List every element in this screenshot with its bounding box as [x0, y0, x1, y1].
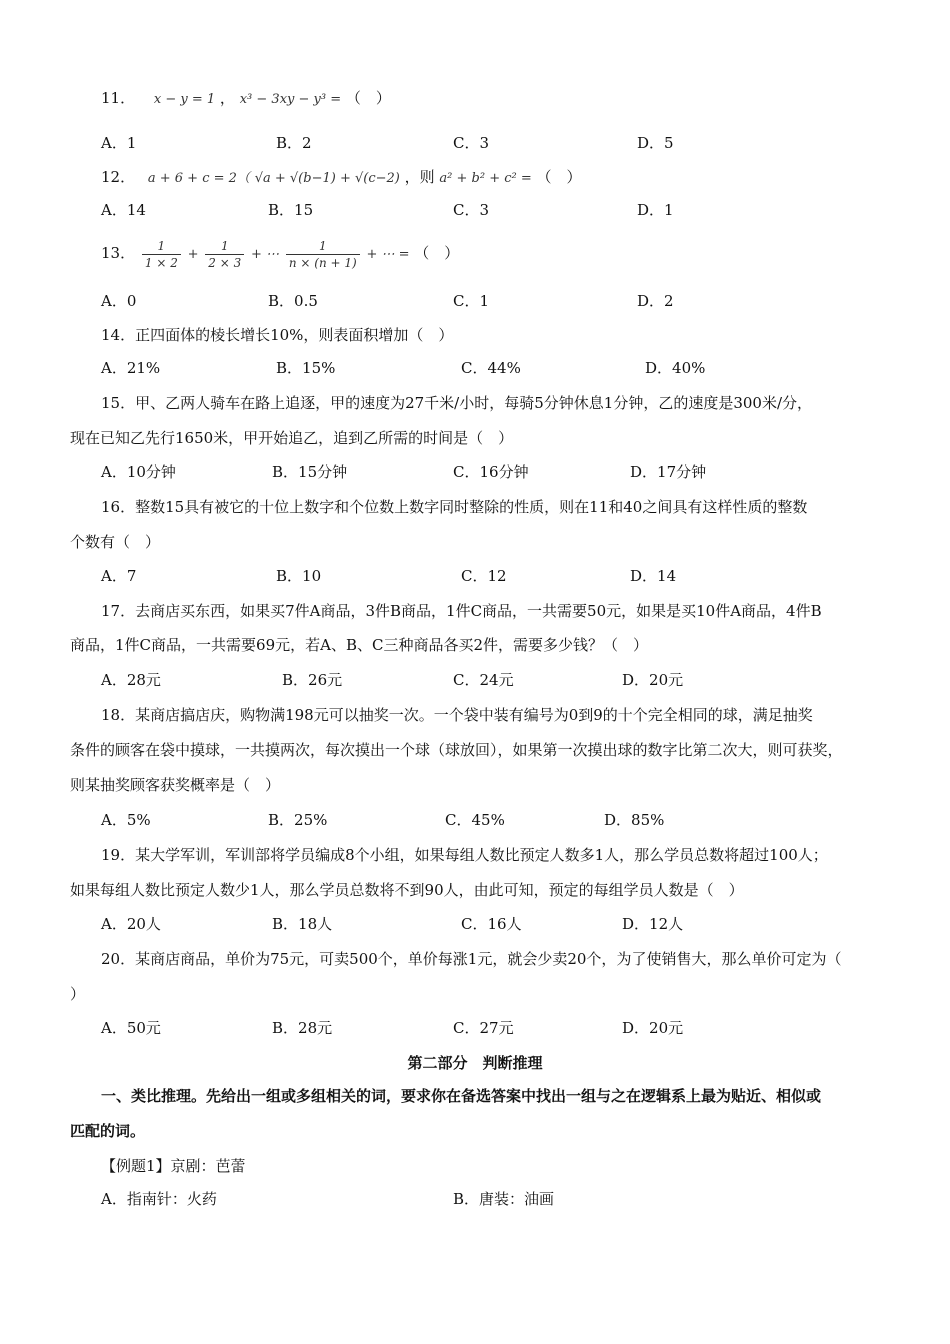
- option-a: A．5%: [101, 811, 151, 829]
- expression: x³ − 3xy − y³ =: [239, 92, 342, 107]
- section-intro-line-1: 一、类比推理。先给出一组或多组相关的词，要求你在备选答案中找出一组与之在逻辑系上最为贴近、相似或: [101, 1087, 822, 1105]
- fraction-denominator: 2 × 3: [208, 255, 242, 270]
- fraction-denominator: 1 × 2: [144, 255, 178, 270]
- option-b: B．15%: [276, 359, 336, 377]
- ellipsis: + ⋯: [251, 247, 280, 262]
- option-b: B．25%: [268, 811, 328, 829]
- option-a: A．0: [101, 292, 137, 310]
- answer-blank: （ ）: [414, 244, 460, 262]
- option-c: C．3: [453, 201, 490, 219]
- fraction-numerator: 1: [286, 238, 360, 255]
- question-17-line-2: 商品，1件C商品，一共需要69元，若A、B、C三种商品各买2件，需要多少钱？（ ）: [70, 636, 648, 654]
- option-a: A．7: [101, 567, 137, 585]
- question-11: [101, 88, 391, 110]
- answer-blank: （ ）: [536, 168, 582, 186]
- option-d: D．2: [637, 292, 674, 310]
- question-16-line-2: 个数有（ ）: [70, 533, 161, 551]
- section-heading: 第二部分 判断推理: [407, 1054, 543, 1072]
- question-18-line-1: 18．某商店搞店庆，购物满198元可以抽奖一次。一个袋中装有编号为0到9的十个完全相同的球，满足抽奖: [101, 706, 813, 724]
- option-c: C．27元: [453, 1019, 514, 1037]
- question-20-line-2: ）: [70, 985, 86, 1003]
- example-option-a: A．指南针：火药: [101, 1190, 217, 1208]
- answer-blank: （ ）: [345, 89, 391, 107]
- question-18-line-3: 则某抽奖顾客获奖概率是（ ）: [70, 776, 281, 794]
- option-a: A．21%: [101, 359, 161, 377]
- option-c: C．24元: [453, 671, 514, 689]
- ellipsis-equals: + ⋯ =: [366, 247, 410, 262]
- option-d: D．85%: [604, 811, 665, 829]
- option-d: D．20元: [622, 671, 684, 689]
- option-a: A．1: [101, 134, 137, 152]
- connector-text: ，则: [404, 168, 435, 186]
- option-d: D．1: [637, 201, 674, 219]
- question-19-line-1: 19．某大学军训，军训部将学员编成8个小组，如果每组人数比预定人数多1人，那么学员总数将超过100人；: [101, 846, 828, 864]
- option-c: C．12: [461, 567, 507, 585]
- question-14: 14．正四面体的棱长增长10%，则表面积增加（ ）: [101, 326, 454, 344]
- question-20-line-1: 20．某商店商品，单价为75元，可卖500个，单价每涨1元，就会少卖20个，为了使销售大，那么单价可定为（: [101, 950, 842, 968]
- option-c: C．44%: [461, 359, 521, 377]
- option-b: B．15分钟: [272, 463, 348, 481]
- question-number: 13．: [101, 244, 136, 262]
- expression: a² + b² + c² =: [439, 171, 532, 186]
- option-b: B．2: [276, 134, 312, 152]
- option-c: C．3: [453, 134, 490, 152]
- fraction-3: [286, 238, 360, 271]
- option-c: C．16分钟: [453, 463, 529, 481]
- option-d: D．14: [630, 567, 677, 585]
- question-16-line-1: 16．整数15具有被它的十位上数字和个位数上数字同时整除的性质，则在11和40之间具有这样性质的整数: [101, 498, 808, 516]
- separator: ，: [219, 89, 235, 107]
- fraction-1: [142, 238, 181, 271]
- option-d: D．40%: [645, 359, 706, 377]
- example-option-b: B．唐装：油画: [453, 1190, 555, 1208]
- option-d: D．17分钟: [630, 463, 707, 481]
- option-a: A．10分钟: [101, 463, 176, 481]
- option-c: C．45%: [445, 811, 505, 829]
- question-19-line-2: 如果每组人数比预定人数少1人，那么学员总数将不到90人，由此可知，预定的每组学员人数是（ ）: [70, 881, 744, 899]
- question-number: 12．: [101, 168, 136, 186]
- option-c: C．1: [453, 292, 490, 310]
- option-a: A．28元: [101, 671, 161, 689]
- fraction-denominator: n × (n + 1): [288, 255, 357, 270]
- condition: a + 6 + c = 2（: [147, 171, 250, 186]
- section-intro-line-2: 匹配的词。: [70, 1122, 146, 1140]
- question-15-line-1: 15．甲、乙两人骑车在路上追逐，甲的速度为27千米/小时，每骑5分钟休息1分钟，乙的速度是300米/分，: [101, 394, 813, 412]
- option-b: B．26元: [282, 671, 343, 689]
- question-17-line-1: 17．去商店买东西，如果买7件A商品，3件B商品，1件C商品，一共需要50元，如果是买10件A商品，4件B: [101, 602, 822, 620]
- condition: x − y = 1: [153, 92, 216, 107]
- option-b: B．0.5: [268, 292, 318, 310]
- roots-expression: √a + √(b−1) + √(c−2): [254, 171, 400, 186]
- option-d: D．12人: [622, 915, 684, 933]
- fraction-numerator: 1: [205, 238, 244, 255]
- option-a: A．20人: [101, 915, 161, 933]
- fraction-numerator: 1: [142, 238, 181, 255]
- example-title: 【例题1】京剧：芭蕾: [101, 1157, 246, 1175]
- option-d: D．20元: [622, 1019, 684, 1037]
- option-c: C．16人: [461, 915, 522, 933]
- question-12: [101, 167, 582, 189]
- option-d: D．5: [637, 134, 674, 152]
- question-number: 11．: [101, 89, 136, 107]
- option-a: A．50元: [101, 1019, 161, 1037]
- option-b: B．28元: [272, 1019, 333, 1037]
- fraction-2: [205, 238, 244, 271]
- question-13: [101, 234, 459, 274]
- plus-sign: +: [187, 247, 199, 262]
- option-b: B．10: [276, 567, 322, 585]
- option-a: A．14: [101, 201, 146, 219]
- option-b: B．15: [268, 201, 314, 219]
- question-15-line-2: 现在已知乙先行1650米，甲开始追乙，追到乙所需的时间是（ ）: [70, 429, 514, 447]
- option-b: B．18人: [272, 915, 333, 933]
- question-18-line-2: 条件的顾客在袋中摸球，一共摸两次，每次摸出一个球（球放回），如果第一次摸出球的数字比第二次大，则可获奖，: [70, 741, 843, 759]
